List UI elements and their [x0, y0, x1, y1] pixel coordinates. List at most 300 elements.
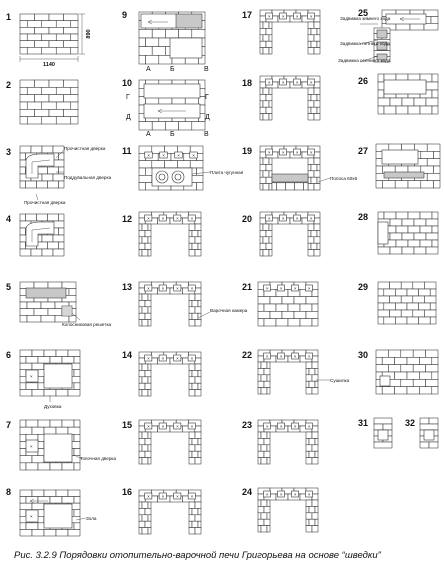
brick	[20, 427, 32, 434]
brick	[426, 82, 438, 90]
row-number-9: 9	[122, 10, 128, 20]
brick	[426, 233, 438, 240]
flue-mark: ×	[190, 216, 194, 221]
brick	[145, 370, 151, 376]
brick	[74, 420, 80, 427]
brick	[317, 94, 320, 100]
brick	[260, 230, 266, 236]
brick	[53, 160, 64, 167]
brick	[190, 161, 203, 168]
brick	[139, 122, 152, 130]
brick	[314, 16, 320, 22]
label-damper-autumn: Задвижка осеннего хода	[338, 58, 391, 63]
brick	[74, 434, 80, 441]
brick	[424, 310, 436, 317]
brick	[142, 502, 148, 508]
brick	[56, 47, 71, 54]
brick	[427, 144, 440, 151]
brick	[388, 350, 400, 357]
brick	[195, 364, 201, 370]
row-number-25: 25	[358, 8, 369, 18]
brick	[258, 426, 264, 432]
brick	[59, 181, 65, 188]
brick	[260, 218, 266, 224]
brick	[263, 114, 269, 120]
brick	[56, 102, 71, 109]
brick	[378, 74, 384, 82]
label-grate: Колосниковая решетка	[62, 322, 112, 327]
flue-mark: ×	[176, 286, 179, 291]
brick	[49, 27, 64, 34]
brick	[50, 420, 62, 427]
brick	[432, 372, 438, 379]
brick	[317, 107, 320, 113]
brick	[139, 153, 145, 160]
brick	[56, 427, 68, 434]
brick	[402, 219, 414, 226]
brick	[315, 519, 318, 525]
brick	[26, 357, 38, 364]
brick	[48, 282, 62, 289]
brick	[378, 212, 384, 219]
brick	[395, 357, 407, 364]
brick	[266, 243, 272, 249]
brick	[27, 315, 41, 322]
brick	[408, 240, 420, 247]
brick	[198, 521, 201, 527]
brick	[139, 230, 145, 236]
brick	[148, 377, 151, 383]
brick	[71, 87, 78, 94]
brick	[20, 167, 26, 174]
brick	[315, 451, 318, 457]
brick	[312, 458, 318, 464]
brick	[198, 243, 201, 249]
brick	[419, 357, 431, 364]
brick	[276, 319, 288, 326]
brick	[56, 87, 71, 94]
brick	[408, 181, 421, 188]
brick	[258, 388, 261, 394]
brick	[314, 48, 320, 54]
brick	[68, 389, 80, 396]
flue-mark: ×	[265, 354, 269, 359]
row-number-6: 6	[6, 350, 12, 360]
brick	[315, 438, 318, 444]
brick	[266, 41, 272, 47]
brick	[42, 174, 53, 181]
brick	[267, 513, 270, 519]
brick	[139, 288, 145, 294]
row-number-22: 22	[242, 350, 253, 360]
brick	[308, 88, 314, 94]
brick	[260, 177, 266, 183]
brick	[35, 14, 50, 21]
label-fire-door: Топочная дверка	[80, 456, 117, 461]
brick	[56, 350, 68, 357]
flue-mark: ×	[267, 14, 271, 19]
brick	[20, 315, 27, 322]
brick	[139, 445, 142, 451]
brick	[420, 442, 429, 448]
brick	[266, 107, 272, 113]
label-ash: Зола	[86, 516, 97, 521]
brick	[311, 107, 317, 113]
section-mark-9-a: A	[146, 66, 151, 73]
brick	[429, 418, 438, 424]
brick	[195, 502, 201, 508]
brick	[266, 177, 272, 183]
brick	[139, 521, 145, 527]
brick	[197, 183, 203, 190]
row-number-32: 32	[405, 418, 416, 428]
brick	[306, 519, 309, 525]
brick	[402, 98, 414, 106]
brick	[64, 109, 79, 116]
brick	[312, 375, 318, 381]
brick	[267, 388, 270, 394]
brick	[20, 357, 26, 364]
brick	[71, 34, 78, 41]
brick	[420, 424, 438, 430]
brick	[56, 21, 71, 28]
brick	[382, 387, 394, 394]
brick	[260, 171, 263, 177]
brick	[395, 289, 407, 296]
brick	[192, 438, 198, 444]
flue-mark: ×	[147, 494, 150, 499]
brick	[267, 375, 270, 381]
brick	[309, 381, 315, 387]
brick	[420, 418, 429, 424]
brick	[258, 438, 264, 444]
brick	[20, 370, 26, 377]
brick	[74, 370, 80, 377]
brick	[267, 526, 270, 532]
brick	[260, 243, 266, 249]
brick	[269, 237, 272, 243]
brick	[32, 427, 44, 434]
brick	[148, 390, 151, 396]
flue-mark: ×	[295, 150, 299, 155]
brick	[427, 173, 440, 180]
brick	[20, 497, 26, 504]
label-hob: Плита чугунная	[210, 170, 244, 175]
brick	[69, 315, 76, 322]
brick	[306, 438, 309, 444]
brick	[414, 233, 426, 240]
brick	[20, 21, 27, 28]
brick	[189, 502, 195, 508]
flue-mark: ×	[307, 354, 311, 359]
brick	[56, 117, 71, 124]
brick	[142, 390, 148, 396]
row-number-19: 19	[242, 146, 253, 156]
brick	[146, 38, 159, 47]
flue-mark: ×	[279, 286, 283, 291]
brick	[432, 90, 438, 98]
brick	[68, 490, 80, 497]
flue-mark: ×	[309, 150, 313, 155]
brick	[198, 438, 201, 444]
brick	[189, 458, 195, 464]
brick	[294, 311, 306, 318]
brick	[401, 296, 413, 303]
brick	[20, 383, 26, 390]
brick	[71, 117, 78, 124]
brick	[139, 38, 146, 47]
brick	[20, 302, 27, 309]
brick	[314, 250, 320, 256]
brick	[258, 368, 264, 374]
brick	[308, 224, 314, 230]
brick	[139, 300, 145, 306]
brick	[269, 158, 272, 164]
row-number-23: 23	[242, 420, 253, 430]
brick	[378, 90, 384, 98]
brick	[35, 109, 50, 116]
channel	[141, 14, 177, 28]
brick	[59, 242, 65, 249]
brick	[258, 445, 261, 451]
brick	[145, 508, 151, 514]
brick	[314, 88, 320, 94]
flue-opening	[380, 376, 390, 386]
brick	[401, 310, 413, 317]
brick	[50, 463, 62, 470]
flue-mark: ×	[279, 424, 283, 429]
brick	[263, 171, 269, 177]
brick	[314, 237, 320, 243]
brick	[314, 22, 320, 28]
brick	[314, 152, 320, 158]
brick	[189, 300, 192, 306]
firebox	[44, 364, 72, 388]
brick	[402, 233, 414, 240]
brick	[407, 317, 419, 324]
brick	[258, 513, 261, 519]
brick	[308, 94, 311, 100]
flue-mark: ×	[147, 286, 150, 291]
brick	[195, 390, 201, 396]
brick	[148, 432, 151, 438]
brick	[390, 282, 402, 289]
brick	[74, 449, 80, 456]
brick	[142, 294, 148, 300]
brick	[312, 432, 318, 438]
flue-mark: ×	[295, 216, 299, 221]
brick	[261, 500, 267, 506]
brick	[142, 224, 148, 230]
hob-ring-inner	[159, 174, 165, 180]
dimension-width: 1140	[43, 62, 55, 68]
brick	[49, 95, 64, 102]
brick	[258, 526, 261, 532]
brick	[139, 307, 142, 313]
brick	[308, 184, 314, 190]
brick	[48, 214, 59, 221]
row-number-17: 17	[242, 10, 253, 20]
brick	[308, 177, 311, 183]
brick	[31, 249, 42, 256]
flue-mark: ×	[265, 286, 269, 291]
brick	[308, 164, 311, 170]
brick	[374, 418, 392, 424]
grey-block	[176, 14, 202, 28]
brick	[382, 181, 395, 188]
flue-mark: ×	[267, 80, 271, 85]
section-mark-10-a: A	[146, 131, 151, 138]
brick	[260, 107, 266, 113]
flue-mark: ×	[190, 494, 194, 499]
brick	[410, 23, 424, 30]
grate	[62, 306, 72, 316]
row-number-13: 13	[122, 282, 133, 292]
brick	[258, 506, 264, 512]
steel-bar	[272, 174, 308, 182]
brick	[195, 358, 201, 364]
brick	[396, 23, 410, 30]
brick	[142, 458, 148, 464]
brick	[408, 106, 420, 114]
brick	[145, 451, 151, 457]
flue-mark: ×	[295, 14, 299, 19]
flue-mark: ×	[190, 424, 194, 429]
brick	[306, 297, 318, 304]
brick	[139, 528, 142, 534]
brick	[300, 319, 312, 326]
flue-mark: ×	[190, 356, 194, 361]
brick	[139, 451, 145, 457]
brick	[32, 350, 44, 357]
brick	[419, 289, 431, 296]
brick	[145, 313, 151, 319]
brick	[306, 388, 312, 394]
brick	[179, 29, 192, 38]
brick	[260, 114, 263, 120]
brick	[139, 294, 142, 300]
brick	[26, 420, 38, 427]
brick	[189, 294, 195, 300]
brick	[258, 319, 264, 326]
brick	[189, 528, 195, 534]
brick	[384, 317, 396, 324]
brick	[402, 247, 414, 254]
brick	[258, 458, 261, 464]
row-number-24: 24	[242, 487, 253, 497]
brick	[26, 181, 37, 188]
brick	[42, 146, 53, 153]
brick	[261, 513, 267, 519]
brick	[306, 458, 312, 464]
brick	[20, 117, 27, 124]
brick	[26, 523, 38, 530]
firebox	[44, 504, 72, 528]
brick	[258, 362, 261, 368]
brick	[260, 184, 263, 190]
brick	[48, 181, 59, 188]
brick	[309, 506, 315, 512]
flue-mark: ×	[309, 80, 313, 85]
brick	[317, 177, 320, 183]
brick	[165, 29, 178, 38]
brick	[282, 311, 294, 318]
row-number-2: 2	[6, 80, 12, 90]
brick	[260, 250, 263, 256]
brick	[32, 529, 44, 536]
brick	[384, 303, 396, 310]
brick	[272, 183, 277, 190]
brick	[189, 364, 195, 370]
brick	[267, 500, 270, 506]
brick	[195, 496, 201, 502]
brick	[264, 438, 270, 444]
brick	[20, 146, 31, 153]
section-mark-10-v: B	[204, 131, 209, 138]
hob-ring-inner	[175, 174, 181, 180]
brick	[139, 377, 142, 383]
brick	[315, 381, 318, 387]
brick	[269, 114, 272, 120]
brick	[263, 22, 269, 28]
brick	[260, 152, 266, 158]
brick	[139, 370, 145, 376]
brick	[195, 445, 201, 451]
brick	[37, 181, 48, 188]
brick	[20, 95, 35, 102]
brick	[413, 282, 425, 289]
brick	[264, 368, 270, 374]
brick	[306, 506, 309, 512]
brick	[429, 442, 438, 448]
brick	[269, 22, 272, 28]
brick	[383, 424, 392, 430]
flue-mark: ×	[30, 444, 33, 449]
brick	[74, 510, 80, 517]
brick	[20, 420, 26, 427]
oven-chamber	[170, 38, 202, 58]
brick	[376, 181, 382, 188]
brick	[20, 363, 32, 370]
brick	[42, 235, 53, 242]
brick	[276, 304, 288, 311]
brick	[261, 458, 267, 464]
brick	[308, 101, 314, 107]
brick	[306, 526, 312, 532]
channel	[382, 150, 418, 164]
brick	[198, 383, 201, 389]
brick	[20, 47, 27, 54]
flue-mark: ×	[281, 80, 285, 85]
brick	[42, 117, 57, 124]
brick	[27, 87, 42, 94]
brick	[139, 161, 152, 168]
brick	[413, 296, 425, 303]
brick	[35, 27, 50, 34]
brick	[258, 432, 261, 438]
brick	[68, 529, 80, 536]
brick	[20, 434, 26, 441]
brick	[376, 365, 388, 372]
flue-mark: ×	[281, 14, 285, 19]
brick	[258, 519, 264, 525]
brick	[189, 508, 192, 514]
brick	[264, 451, 270, 457]
brick	[401, 379, 413, 386]
label-blower-door: Поддувальная дверка	[64, 175, 112, 180]
brick	[263, 101, 269, 107]
brick	[139, 168, 145, 175]
